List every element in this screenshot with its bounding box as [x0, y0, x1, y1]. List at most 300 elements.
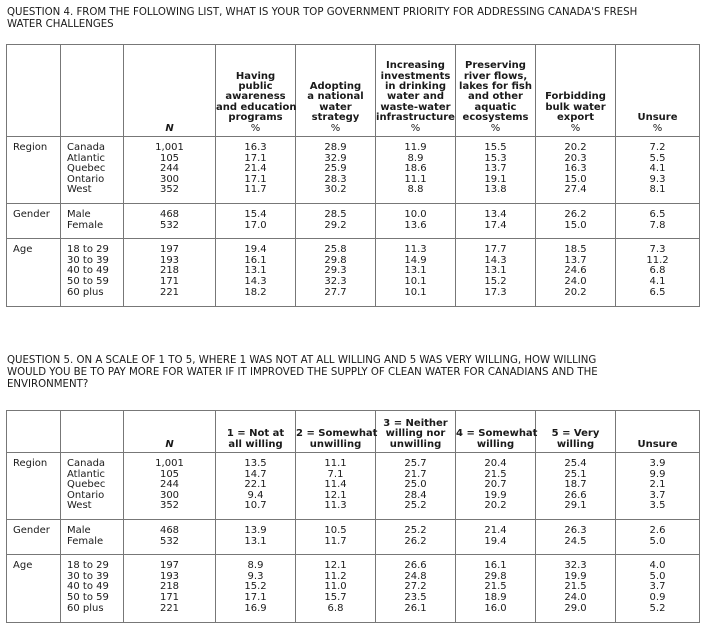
value-cell: [376, 519, 456, 554]
value: 13.7: [564, 254, 587, 266]
header-column: [456, 411, 536, 453]
header-unit: %: [330, 122, 341, 134]
value: 2.6: [649, 524, 666, 536]
n-value: 193: [159, 254, 180, 266]
subgroup-label: 40 to 49: [67, 265, 109, 277]
header-line: Unsure: [637, 112, 678, 124]
value: 16.9: [244, 602, 267, 614]
header-row: [7, 45, 700, 137]
value: 28.4: [404, 489, 427, 501]
n-value: 197: [159, 560, 180, 572]
value: 14.9: [404, 254, 427, 266]
question-4-table: [6, 44, 700, 307]
header-blank-subgroup: [61, 411, 124, 453]
n-cell: [124, 555, 216, 623]
value: 24.6: [564, 265, 587, 277]
subgroup-label: Female: [67, 535, 104, 547]
value: 7.1: [327, 468, 344, 480]
value: 29.1: [564, 500, 587, 512]
value: 13.7: [484, 163, 507, 175]
header-column: [456, 45, 536, 137]
header-column: [536, 411, 616, 453]
value-cell: [616, 519, 700, 554]
header-column: [536, 45, 616, 137]
value: 16.1: [484, 560, 507, 572]
header-line: 3 = Neither: [383, 417, 448, 429]
value: 8.8: [407, 184, 424, 196]
header-line: Having: [235, 70, 276, 82]
header-unit: %: [570, 122, 581, 134]
subgroup-label: Atlantic: [67, 468, 106, 480]
value: 7.2: [649, 142, 666, 153]
n-value: 193: [159, 570, 180, 582]
group-label: Region: [7, 453, 61, 520]
value-cell: [296, 453, 376, 520]
subgroup-label: Ontario: [67, 173, 105, 185]
group-row: [7, 453, 700, 520]
value: 10.1: [404, 275, 427, 287]
value: 29.3: [324, 265, 347, 277]
header-line: waste-water: [380, 101, 451, 113]
value: 4.1: [649, 275, 666, 287]
value: 20.2: [484, 500, 507, 512]
value: 11.1: [404, 173, 427, 185]
value: 13.6: [404, 219, 427, 231]
value: 5.0: [649, 570, 666, 582]
n-value: 300: [159, 489, 180, 501]
header-n: N: [124, 45, 216, 137]
value: 11.7: [324, 535, 347, 547]
subgroup-label: 60 plus: [67, 286, 104, 298]
value: 13.1: [404, 265, 427, 277]
value: 7.3: [649, 244, 666, 256]
n-value: 218: [159, 265, 180, 277]
value-cell: [536, 239, 616, 307]
value: 13.1: [244, 535, 267, 547]
value-cell: [616, 555, 700, 623]
value-cell: [296, 137, 376, 204]
n-cell: [124, 137, 216, 204]
subgroup-label: 30 to 39: [67, 254, 109, 266]
header-line: lakes for fish: [459, 80, 532, 92]
value-cell: [456, 239, 536, 307]
n-value: 468: [159, 524, 180, 536]
group-row: [7, 137, 700, 204]
header-line: willing: [476, 438, 515, 450]
header-line: unwilling: [389, 438, 442, 450]
value: 16.1: [244, 254, 267, 266]
subgroup-label: Quebec: [67, 163, 106, 175]
value: 8.9: [407, 152, 424, 164]
n-value: 532: [159, 535, 180, 547]
header-column: [216, 411, 296, 453]
n-value: 352: [159, 184, 180, 196]
header-line: Preserving: [465, 60, 526, 72]
question-title-line: WOULD YOU BE TO PAY MORE FOR WATER IF IT IMPROVED THE SUPPLY OF CLEAN WATER FOR CANADIANS AND THE: [7, 367, 598, 378]
header-unit: %: [250, 122, 261, 134]
value: 4.0: [649, 560, 666, 572]
value: 17.4: [484, 219, 507, 231]
value: 25.9: [324, 163, 347, 175]
value: 11.1: [324, 458, 347, 469]
value-cell: [456, 555, 536, 623]
value: 24.5: [564, 535, 587, 547]
value: 21.4: [244, 163, 267, 175]
value: 10.1: [404, 286, 427, 298]
n-value: 1,001: [155, 458, 184, 469]
value: 25.2: [404, 500, 427, 512]
value: 5.2: [649, 602, 666, 614]
value: 17.7: [484, 244, 507, 256]
value: 3.5: [649, 500, 666, 512]
n-cell: [124, 453, 216, 520]
value: 21.5: [564, 581, 587, 593]
header-column: [296, 411, 376, 453]
value: 25.4: [564, 458, 587, 469]
header-column: [296, 45, 376, 137]
header-blank-group: [7, 45, 61, 137]
value: 5.0: [649, 535, 666, 547]
value: 9.3: [247, 570, 264, 582]
value: 18.5: [564, 244, 587, 256]
value-cell: [376, 239, 456, 307]
header-unit: %: [652, 122, 663, 134]
header-line: unwilling: [309, 438, 362, 450]
value: 17.3: [484, 286, 507, 298]
header-line: 1 = Not at: [226, 428, 285, 440]
value: 11.4: [324, 479, 347, 491]
value-cell: [536, 137, 616, 204]
header-line: aquatic: [474, 101, 517, 113]
value: 2.1: [649, 479, 666, 491]
question-title-line: QUESTION 5. ON A SCALE OF 1 TO 5, WHERE 1 WAS NOT AT ALL WILLING AND 5 WAS VERY WILLING, HOW WILLING: [7, 355, 597, 366]
value: 16.0: [484, 602, 507, 614]
header-line: infrastructure: [376, 112, 455, 124]
value: 32.3: [564, 560, 587, 572]
value-cell: [216, 519, 296, 554]
subgroup-label: Quebec: [67, 479, 106, 491]
value-cell: [456, 203, 536, 238]
header-column: [376, 411, 456, 453]
header-line: water: [319, 101, 352, 113]
value: 25.0: [404, 479, 427, 491]
value: 29.2: [324, 219, 347, 231]
value: 15.4: [244, 208, 267, 220]
value: 9.4: [247, 489, 264, 501]
value-cell: [376, 137, 456, 204]
table-body: [7, 137, 700, 307]
subgroup-label: 50 to 59: [67, 275, 109, 287]
value: 24.0: [564, 275, 587, 287]
n-value: 105: [159, 468, 180, 480]
value: 30.2: [324, 184, 347, 196]
question-title-line: QUESTION 4. FROM THE FOLLOWING LIST, WHAT IS YOUR TOP GOVERNMENT PRIORITY FOR ADDRESSING CANADA'S FRESH: [7, 7, 638, 18]
value: 11.0: [324, 581, 347, 593]
value: 28.5: [324, 208, 347, 220]
group-row: [7, 203, 700, 238]
subgroup-label: 30 to 39: [67, 570, 109, 582]
header-line: 5 = Very: [551, 428, 600, 440]
n-value: 1,001: [155, 142, 184, 153]
value: 23.5: [404, 591, 427, 603]
value-cell: [296, 239, 376, 307]
subgroup-label: West: [67, 184, 92, 196]
value: 19.9: [484, 489, 507, 501]
value: 10.5: [324, 524, 347, 536]
header-line: programs: [228, 112, 283, 124]
header-line: strategy: [311, 112, 360, 124]
value-cell: [456, 519, 536, 554]
value: 19.1: [484, 173, 507, 185]
header-column: [616, 411, 700, 453]
value: 3.7: [649, 489, 666, 501]
value: 6.8: [649, 265, 666, 277]
value: 19.4: [484, 535, 507, 547]
value: 14.7: [244, 468, 267, 480]
header-line: in drinking: [384, 80, 447, 92]
subgroup-label: Ontario: [67, 489, 105, 501]
header-line: investments: [380, 70, 451, 82]
value: 13.5: [244, 458, 267, 469]
subgroup-cell: [61, 239, 124, 307]
value: 21.5: [484, 581, 507, 593]
subgroup-label: 18 to 29: [67, 560, 109, 572]
header-line: a national: [307, 91, 364, 103]
value: 12.1: [324, 489, 347, 501]
value: 29.0: [564, 602, 587, 614]
value: 19.9: [564, 570, 587, 582]
value: 22.1: [244, 479, 267, 491]
header-line: export: [557, 112, 594, 124]
value: 9.9: [649, 468, 666, 480]
n-cell: [124, 203, 216, 238]
group-row: [7, 519, 700, 554]
header-line: Adopting: [309, 80, 362, 92]
header-line: Forbidding: [545, 91, 606, 103]
value: 21.7: [404, 468, 427, 480]
value: 11.2: [324, 570, 347, 582]
header-line: water and: [387, 91, 444, 103]
value: 27.4: [564, 184, 587, 196]
value: 14.3: [484, 254, 507, 266]
value: 8.1: [649, 184, 666, 196]
subgroup-label: Male: [67, 524, 91, 536]
subgroup-label: Canada: [67, 142, 106, 153]
value: 27.2: [404, 581, 427, 593]
value: 15.3: [484, 152, 507, 164]
value: 26.1: [404, 602, 427, 614]
header-row: [7, 411, 700, 453]
value: 13.4: [484, 208, 507, 220]
n-value: 244: [159, 479, 180, 491]
header-line: awareness: [225, 91, 286, 103]
value: 6.5: [649, 286, 666, 298]
value-cell: [616, 239, 700, 307]
value: 11.9: [404, 142, 427, 153]
value: 17.1: [244, 152, 267, 164]
value: 10.7: [244, 500, 267, 512]
table-body: [7, 453, 700, 623]
question-5-table: [6, 410, 700, 623]
group-label: Region: [7, 137, 61, 204]
value-cell: [216, 239, 296, 307]
value: 18.7: [564, 479, 587, 491]
value: 10.0: [404, 208, 427, 220]
n-value: 352: [159, 500, 180, 512]
header-column: [616, 45, 700, 137]
n-value: 221: [159, 286, 180, 298]
header-line: willing nor: [385, 428, 446, 440]
value: 24.0: [564, 591, 587, 603]
value: 28.9: [324, 142, 347, 153]
subgroup-label: Atlantic: [67, 152, 106, 164]
value: 16.3: [244, 142, 267, 153]
value: 3.7: [649, 581, 666, 593]
value: 5.5: [649, 152, 666, 164]
value: 18.9: [484, 591, 507, 603]
value-cell: [456, 137, 536, 204]
header-line: 4 = Somewhat: [456, 428, 538, 440]
header-n: N: [124, 411, 216, 453]
header-line: ecosystems: [462, 112, 529, 124]
n-value: 171: [159, 591, 180, 603]
value: 16.3: [564, 163, 587, 175]
value: 32.3: [324, 275, 347, 287]
n-value: 244: [159, 163, 180, 175]
n-value: 171: [159, 275, 180, 287]
table-header: [7, 45, 700, 137]
value: 15.5: [484, 142, 507, 153]
value-cell: [296, 519, 376, 554]
value-cell: [296, 203, 376, 238]
value-cell: [536, 453, 616, 520]
value: 15.7: [324, 591, 347, 603]
value-cell: [616, 203, 700, 238]
value-cell: [456, 453, 536, 520]
value: 18.6: [404, 163, 427, 175]
n-value: 105: [159, 152, 180, 164]
value: 27.7: [324, 286, 347, 298]
header-column: [216, 45, 296, 137]
value: 3.9: [649, 458, 666, 469]
table-header: [7, 411, 700, 453]
value: 26.6: [404, 560, 427, 572]
value: 29.8: [324, 254, 347, 266]
value: 26.3: [564, 524, 587, 536]
question-title-line: ENVIRONMENT?: [7, 379, 89, 390]
value: 20.2: [564, 142, 587, 153]
value: 6.5: [649, 208, 666, 220]
question-5-title: [7, 355, 697, 391]
value: 29.8: [484, 570, 507, 582]
n-cell: [124, 239, 216, 307]
value: 20.4: [484, 458, 507, 469]
header-line: 2 = Somewhat: [296, 428, 378, 440]
value-cell: [296, 555, 376, 623]
value-cell: [216, 555, 296, 623]
group-label: Gender: [7, 519, 61, 554]
header-unit: %: [410, 122, 421, 134]
subgroup-cell: [61, 203, 124, 238]
question-title-line: WATER CHALLENGES: [7, 19, 114, 30]
value: 28.3: [324, 173, 347, 185]
value: 25.7: [404, 458, 427, 469]
value: 20.2: [564, 286, 587, 298]
subgroup-label: 60 plus: [67, 602, 104, 614]
value: 26.2: [404, 535, 427, 547]
value-cell: [616, 453, 700, 520]
n-value: 468: [159, 208, 180, 220]
value: 9.3: [649, 173, 666, 185]
value: 8.9: [247, 560, 264, 572]
value: 14.3: [244, 275, 267, 287]
value: 11.3: [324, 500, 347, 512]
value: 20.7: [484, 479, 507, 491]
value: 25.1: [564, 468, 587, 480]
value: 19.4: [244, 244, 267, 256]
value: 17.1: [244, 173, 267, 185]
value: 20.3: [564, 152, 587, 164]
value: 7.8: [649, 219, 666, 231]
n-value: 300: [159, 173, 180, 185]
value: 21.5: [484, 468, 507, 480]
subgroup-label: Male: [67, 208, 91, 220]
group-label: Age: [7, 555, 61, 623]
header-column: [376, 45, 456, 137]
header-blank-subgroup: [61, 45, 124, 137]
value: 11.3: [404, 244, 427, 256]
group-row: [7, 239, 700, 307]
header-line: river flows,: [463, 70, 528, 82]
subgroup-label: Canada: [67, 458, 106, 469]
n-value: 197: [159, 244, 180, 256]
header-line: and education: [216, 101, 297, 113]
subgroup-label: 50 to 59: [67, 591, 109, 603]
header-line: Unsure: [637, 438, 678, 450]
group-label: Gender: [7, 203, 61, 238]
subgroup-label: 18 to 29: [67, 244, 109, 256]
value: 18.2: [244, 286, 267, 298]
value-cell: [216, 137, 296, 204]
value: 0.9: [649, 591, 666, 603]
value: 24.8: [404, 570, 427, 582]
subgroup-label: West: [67, 500, 92, 512]
value: 4.1: [649, 163, 666, 175]
value: 13.9: [244, 524, 267, 536]
n-cell: [124, 519, 216, 554]
value-cell: [216, 453, 296, 520]
header-line: bulk water: [545, 101, 606, 113]
value-cell: [536, 519, 616, 554]
value: 15.0: [564, 173, 587, 185]
header-line: public: [238, 80, 273, 92]
value-cell: [376, 203, 456, 238]
value: 15.2: [484, 275, 507, 287]
value: 13.1: [244, 265, 267, 277]
subgroup-cell: [61, 453, 124, 520]
header-unit: %: [490, 122, 501, 134]
value: 13.1: [484, 265, 507, 277]
value: 15.2: [244, 581, 267, 593]
group-label: Age: [7, 239, 61, 307]
group-row: [7, 555, 700, 623]
value: 17.1: [244, 591, 267, 603]
value: 25.8: [324, 244, 347, 256]
value: 21.4: [484, 524, 507, 536]
header-line: and other: [468, 91, 523, 103]
n-value: 221: [159, 602, 180, 614]
header-line: all willing: [228, 438, 283, 450]
